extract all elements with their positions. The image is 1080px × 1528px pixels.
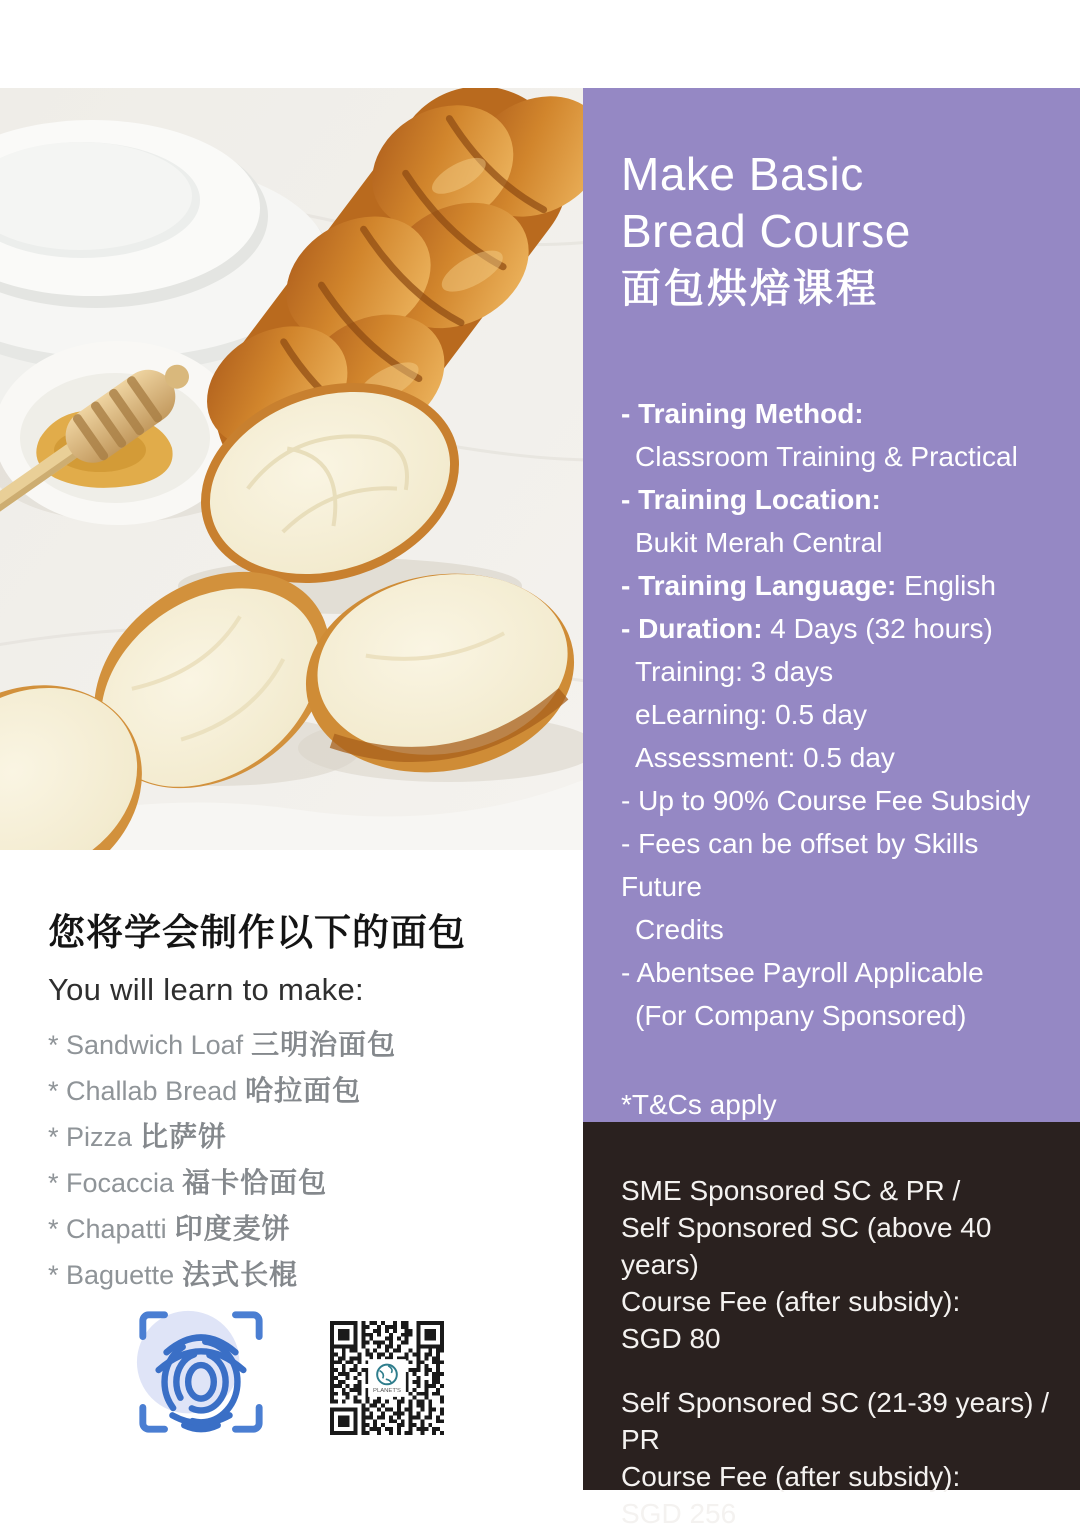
course-panel [583,88,1080,1122]
pricing-line: Course Fee (after subsidy): [621,1461,961,1492]
detail-line: Credits [635,914,724,945]
pricing-line: SGD 256 [621,1498,737,1528]
learn-item: * Sandwich Loaf 三明治面包 [48,1029,397,1060]
detail-line: - Training Method: [621,398,864,429]
learn-section [48,902,568,1298]
detail-line: - Duration: 4 Days (32 hours) [621,613,993,644]
pricing-line: Course Fee (after subsidy): [621,1286,961,1317]
detail-line: (For Company Sponsored) [635,1000,967,1031]
detail-line: Training: 3 days [635,656,834,687]
detail-line: - Training Location: [621,484,881,515]
qr-center-logo [368,1359,406,1397]
learn-heading-chinese: 您将学会制作以下的面包 [48,912,466,953]
learn-item-list [48,1022,568,1298]
fingerprint-scan-icon [131,1303,269,1441]
pricing-line: Self Sponsored SC (above 40 years) [621,1212,992,1280]
learn-heading-english: You will learn to make: [48,972,364,1007]
pricing-panel [583,1122,1080,1528]
learn-item: * Pizza 比萨饼 [48,1121,228,1152]
course-title-chinese: 面包烘焙课程 [621,267,879,311]
course-details [621,392,1052,1037]
detail-line: Classroom Training & Practical [635,441,1018,472]
course-title [621,146,1052,314]
learn-item: * Baguette 法式长棍 [48,1259,299,1290]
learn-item: * Focaccia 福卡恰面包 [48,1167,328,1198]
pricing-line: Self Sponsored SC (21-39 years) / PR [621,1387,1049,1455]
hero-photo [0,88,583,850]
terms-note: *T&Cs apply [621,1089,777,1120]
detail-line: - Up to 90% Course Fee Subsidy [621,785,1031,816]
qr-logo-label: PLANET'S [373,1388,401,1395]
bread-photo-illustration [0,88,583,850]
pricing-line: SME Sponsored SC & PR / [621,1175,961,1206]
detail-line: - Abentsee Payroll Applicable [621,957,984,988]
qr-code [330,1321,444,1435]
learn-item: * Challab Bread 哈拉面包 [48,1075,362,1106]
course-title-line2: Bread Course [621,205,911,257]
detail-line: - Training Language: English [621,570,996,601]
pricing-block [621,1172,1056,1357]
pricing-line: SGD 80 [621,1323,721,1354]
detail-line: - Fees can be offset by Skills Future [621,828,979,902]
course-title-line1: Make Basic [621,148,864,200]
learn-item: * Chapatti 印度麦饼 [48,1213,291,1244]
detail-line: eLearning: 0.5 day [635,699,867,730]
detail-line: Bukit Merah Central [635,527,883,558]
detail-line: Assessment: 0.5 day [635,742,895,773]
pricing-block [621,1384,1056,1528]
